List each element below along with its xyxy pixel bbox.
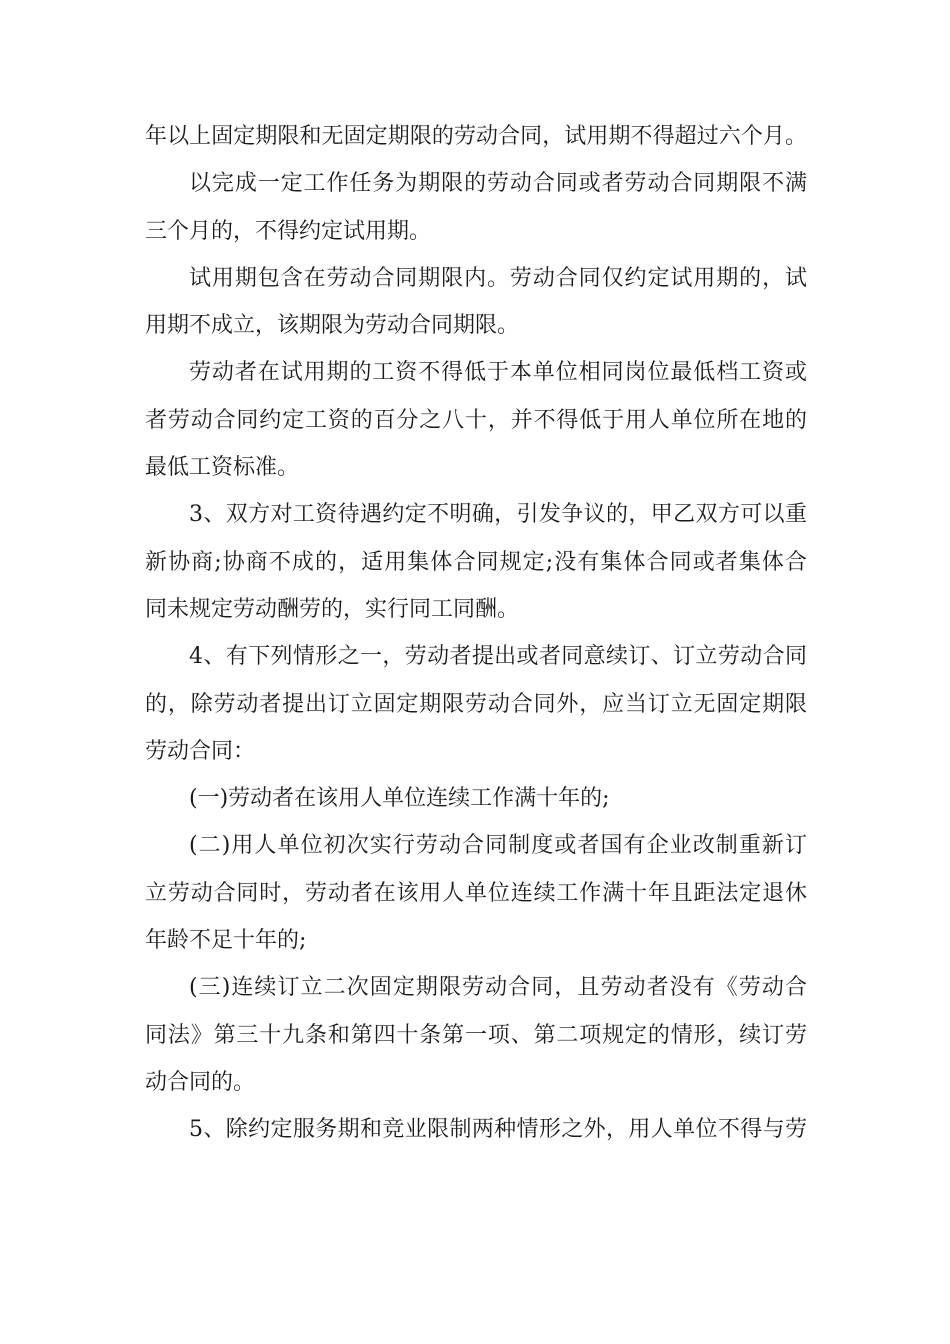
text-line: 的，除劳动者提出订立固定期限劳动合同外，应当订立无固定期限 xyxy=(145,691,807,717)
text-line: 新协商;协商不成的，适用集体合同规定;没有集体合同或者集体合 xyxy=(145,549,807,575)
text-line: 5、除约定服务期和竞业限制两种情形之外，用人单位不得与劳 xyxy=(189,1117,807,1143)
text-line: (二)用人单位初次实行劳动合同制度或者国有企业改制重新订 xyxy=(189,833,807,859)
text-line: 立劳动合同时，劳动者在该用人单位连续工作满十年且距法定退休 xyxy=(145,880,807,906)
text-line: (三)连续订立二次固定期限劳动合同，且劳动者没有《劳动合 xyxy=(189,975,807,1001)
text-line: 动合同的。 xyxy=(145,1069,256,1095)
text-line: 劳动合同： xyxy=(145,738,256,764)
text-line: 以完成一定工作任务为期限的劳动合同或者劳动合同期限不满 xyxy=(189,171,807,197)
text-line: 三个月的，不得约定试用期。 xyxy=(145,218,432,244)
text-line: 3、双方对工资待遇约定不明确，引发争议的，甲乙双方可以重 xyxy=(189,502,807,528)
document-body xyxy=(145,113,807,1154)
text-line: 者劳动合同约定工资的百分之八十，并不得低于用人单位所在地的 xyxy=(145,407,807,433)
text-line: 同法》第三十九条和第四十条第一项、第二项规定的情形，续订劳 xyxy=(145,1022,807,1048)
text-line: 试用期包含在劳动合同期限内。劳动合同仅约定试用期的，试 xyxy=(189,265,807,291)
text-line: 最低工资标准。 xyxy=(145,455,300,481)
text-line: 劳动者在试用期的工资不得低于本单位相同岗位最低档工资或 xyxy=(189,360,807,386)
text-line: (一)劳动者在该用人单位连续工作满十年的; xyxy=(189,786,610,812)
text-line: 4、有下列情形之一，劳动者提出或者同意续订、订立劳动合同 xyxy=(189,644,807,670)
text-line: 年以上固定期限和无固定期限的劳动合同，试用期不得超过六个月。 xyxy=(145,124,807,149)
text-line: 用期不成立，该期限为劳动合同期限。 xyxy=(145,313,520,339)
text-line: 年龄不足十年的; xyxy=(145,928,307,954)
text-line: 同未规定劳动酬劳的，实行同工同酬。 xyxy=(145,596,520,622)
